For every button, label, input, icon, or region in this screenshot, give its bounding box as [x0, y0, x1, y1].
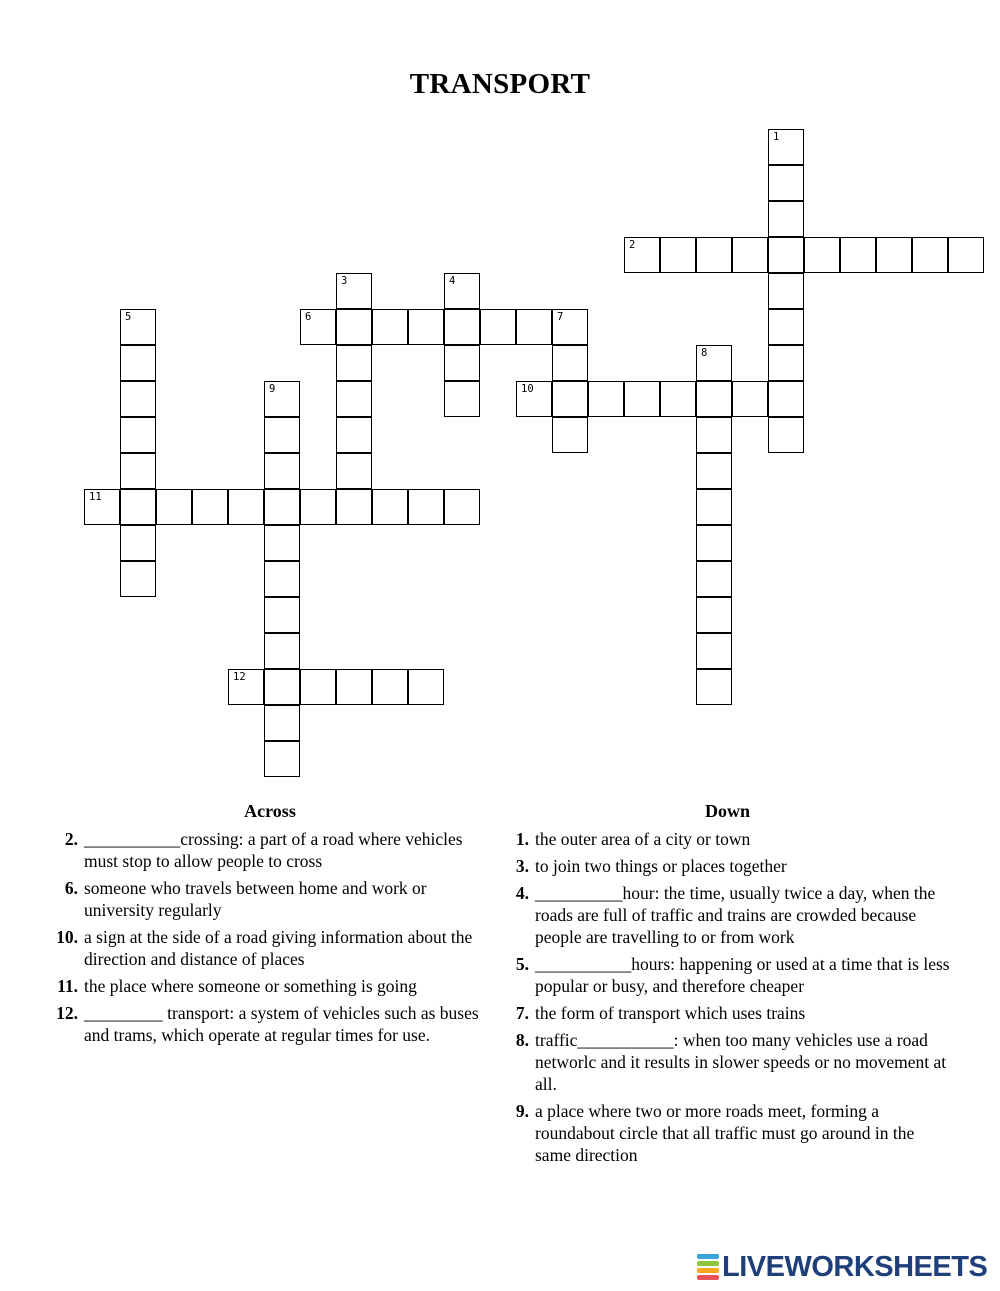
cell-number: 1	[773, 131, 780, 143]
cell-number: 10	[521, 383, 534, 395]
clue-number: 2.	[64, 829, 78, 849]
crossword-cell[interactable]	[120, 453, 156, 489]
crossword-cell[interactable]	[624, 237, 660, 273]
crossword-cell[interactable]	[336, 381, 372, 417]
crossword-cell[interactable]	[372, 489, 408, 525]
crossword-cell[interactable]	[768, 417, 804, 453]
clue-down	[505, 1029, 950, 1095]
crossword-cell[interactable]	[696, 597, 732, 633]
crossword-cell[interactable]	[372, 309, 408, 345]
crossword-cell[interactable]	[444, 489, 480, 525]
clue-text: ___________crossing: a part of a road where vehicles must stop to allow people to cross	[84, 829, 463, 871]
crossword-cell[interactable]	[300, 489, 336, 525]
crossword-cell[interactable]	[624, 381, 660, 417]
crossword-cell[interactable]	[444, 345, 480, 381]
clue-text: ___________hours: happening or used at a time that is less popular or busy, and therefore cheaper	[535, 954, 950, 996]
crossword-cell[interactable]	[120, 489, 156, 525]
crossword-cell[interactable]	[408, 309, 444, 345]
clue-text: to join two things or places together	[535, 856, 787, 876]
clue-across	[50, 975, 490, 997]
crossword-cell[interactable]	[444, 309, 480, 345]
crossword-cell[interactable]	[120, 561, 156, 597]
crossword-cell[interactable]	[696, 345, 732, 381]
clue-down	[505, 1002, 950, 1024]
crossword-cell[interactable]	[552, 381, 588, 417]
crossword-cell[interactable]	[228, 669, 264, 705]
crossword-cell[interactable]	[264, 705, 300, 741]
clue-down	[505, 882, 950, 948]
crossword-cell[interactable]	[768, 345, 804, 381]
crossword-cell[interactable]	[300, 309, 336, 345]
cell-number: 4	[449, 275, 456, 287]
clue-number: 12.	[56, 1003, 78, 1023]
crossword-cell[interactable]	[876, 237, 912, 273]
crossword-cell[interactable]	[156, 489, 192, 525]
clue-text: traffic___________: when too many vehicles use a road networlc and it results in slower speeds or no movement at all.	[535, 1030, 947, 1094]
clue-number: 8.	[515, 1030, 529, 1050]
crossword-cell[interactable]	[264, 561, 300, 597]
clue-down	[505, 1100, 950, 1166]
clue-number: 7.	[515, 1003, 529, 1023]
down-heading: Down	[704, 801, 750, 821]
worksheet-title: TRANSPORT	[409, 68, 591, 100]
crossword-cell[interactable]	[696, 453, 732, 489]
crossword-cell[interactable]	[732, 381, 768, 417]
crossword-cell[interactable]	[696, 669, 732, 705]
clue-number: 1.	[515, 829, 529, 849]
clue-across	[50, 828, 490, 872]
across-heading: Across	[244, 801, 296, 821]
clue-across	[50, 1002, 490, 1046]
crossword-cell[interactable]	[120, 381, 156, 417]
clue-text: a sign at the side of a road giving information about the direction and distance of places	[84, 927, 473, 969]
crossword-cell[interactable]	[120, 345, 156, 381]
clue-number: 6.	[64, 878, 78, 898]
crossword-cell[interactable]	[696, 525, 732, 561]
crossword-cell[interactable]	[444, 273, 480, 309]
crossword-cell[interactable]	[264, 489, 300, 525]
crossword-cell[interactable]	[696, 561, 732, 597]
crossword-cell[interactable]	[264, 741, 300, 777]
clue-number: 4.	[515, 883, 529, 903]
clue-text: the outer area of a city or town	[535, 829, 751, 849]
crossword-cell[interactable]	[120, 525, 156, 561]
crossword-cell[interactable]	[120, 309, 156, 345]
across-clue-list	[50, 828, 490, 1046]
crossword-cell[interactable]	[336, 417, 372, 453]
crossword-cell[interactable]	[660, 381, 696, 417]
crossword-cell[interactable]	[336, 453, 372, 489]
across-clues	[50, 800, 490, 1051]
crossword-cell[interactable]	[768, 165, 804, 201]
crossword-cell[interactable]	[336, 309, 372, 345]
crossword-cell[interactable]	[120, 417, 156, 453]
cell-number: 9	[269, 383, 276, 395]
liveworksheets-logo	[697, 1252, 987, 1282]
crossword-cell[interactable]	[264, 381, 300, 417]
crossword-cell[interactable]	[804, 237, 840, 273]
cell-number: 2	[629, 239, 636, 251]
clue-down	[505, 953, 950, 997]
crossword-cell[interactable]	[696, 633, 732, 669]
crossword-cell[interactable]	[336, 273, 372, 309]
crossword-cell[interactable]	[372, 669, 408, 705]
crossword-cell[interactable]	[264, 633, 300, 669]
crossword-cell[interactable]	[192, 489, 228, 525]
crossword-cell[interactable]	[516, 309, 552, 345]
crossword-cell[interactable]	[948, 237, 984, 273]
cell-number: 5	[125, 311, 132, 323]
cell-number: 8	[701, 347, 708, 359]
clue-text: a place where two or more roads meet, forming a roundabout circle that all traffic must go around in the same direction	[535, 1101, 915, 1165]
clue-across	[50, 877, 490, 921]
crossword-cell[interactable]	[696, 417, 732, 453]
down-clue-list	[505, 828, 950, 1166]
crossword-cell[interactable]	[300, 669, 336, 705]
down-clues	[505, 800, 950, 1171]
crossword-cell[interactable]	[336, 669, 372, 705]
clue-text: the place where someone or something is going	[84, 976, 417, 996]
clue-number: 3.	[515, 856, 529, 876]
logo-text: LIVEWORKSHEETS	[722, 1250, 988, 1283]
crossword-cell[interactable]	[732, 237, 768, 273]
crossword-cell[interactable]	[336, 489, 372, 525]
clue-down	[505, 828, 950, 850]
clue-number: 5.	[515, 954, 529, 974]
cell-number: 12	[233, 671, 246, 683]
crossword-cell[interactable]	[552, 417, 588, 453]
cell-number: 7	[557, 311, 564, 323]
clue-number: 9.	[515, 1101, 529, 1121]
crossword-cell[interactable]	[264, 669, 300, 705]
crossword-cell[interactable]	[480, 309, 516, 345]
crossword-cell[interactable]	[588, 381, 624, 417]
crossword-cell[interactable]	[336, 345, 372, 381]
cell-number: 3	[341, 275, 348, 287]
cell-number: 11	[89, 491, 102, 503]
crossword-cell[interactable]	[660, 237, 696, 273]
clue-text: _________ transport: a system of vehicles such as buses and trams, which operate at regular times for use.	[84, 1003, 479, 1045]
crossword-cell[interactable]	[264, 525, 300, 561]
crossword-cell[interactable]	[768, 381, 804, 417]
crossword-cell[interactable]	[264, 597, 300, 633]
clue-text: __________hour: the time, usually twice a day, when the roads are full of traffic and trains are crowded because people are travelling to or from work	[535, 883, 936, 947]
crossword-cell[interactable]	[768, 273, 804, 309]
crossword-cell[interactable]	[408, 669, 444, 705]
clue-number: 11.	[57, 976, 78, 996]
crossword-cell[interactable]	[768, 237, 804, 273]
crossword-cell[interactable]	[444, 381, 480, 417]
clue-text: the form of transport which uses trains	[535, 1003, 806, 1023]
clue-down	[505, 855, 950, 877]
clue-text: someone who travels between home and work or university regularly	[84, 878, 427, 920]
clue-number: 10.	[56, 927, 78, 947]
crossword-cell[interactable]	[768, 309, 804, 345]
crossword-cell[interactable]	[552, 309, 588, 345]
cell-number: 6	[305, 311, 312, 323]
clue-across	[50, 926, 490, 970]
crossword-cell[interactable]	[264, 417, 300, 453]
crossword-cell[interactable]	[84, 489, 120, 525]
logo-mark-icon	[697, 1253, 719, 1281]
crossword-cell[interactable]	[408, 489, 444, 525]
crossword-cell[interactable]	[696, 237, 732, 273]
crossword-cell[interactable]	[264, 453, 300, 489]
crossword-cell[interactable]	[840, 237, 876, 273]
crossword-cell[interactable]	[552, 345, 588, 381]
crossword-cell[interactable]	[696, 489, 732, 525]
crossword-cell[interactable]	[768, 201, 804, 237]
crossword-cell[interactable]	[696, 381, 732, 417]
crossword-cell[interactable]	[768, 129, 804, 165]
crossword-cell[interactable]	[516, 381, 552, 417]
crossword-cell[interactable]	[912, 237, 948, 273]
crossword-cell[interactable]	[228, 489, 264, 525]
